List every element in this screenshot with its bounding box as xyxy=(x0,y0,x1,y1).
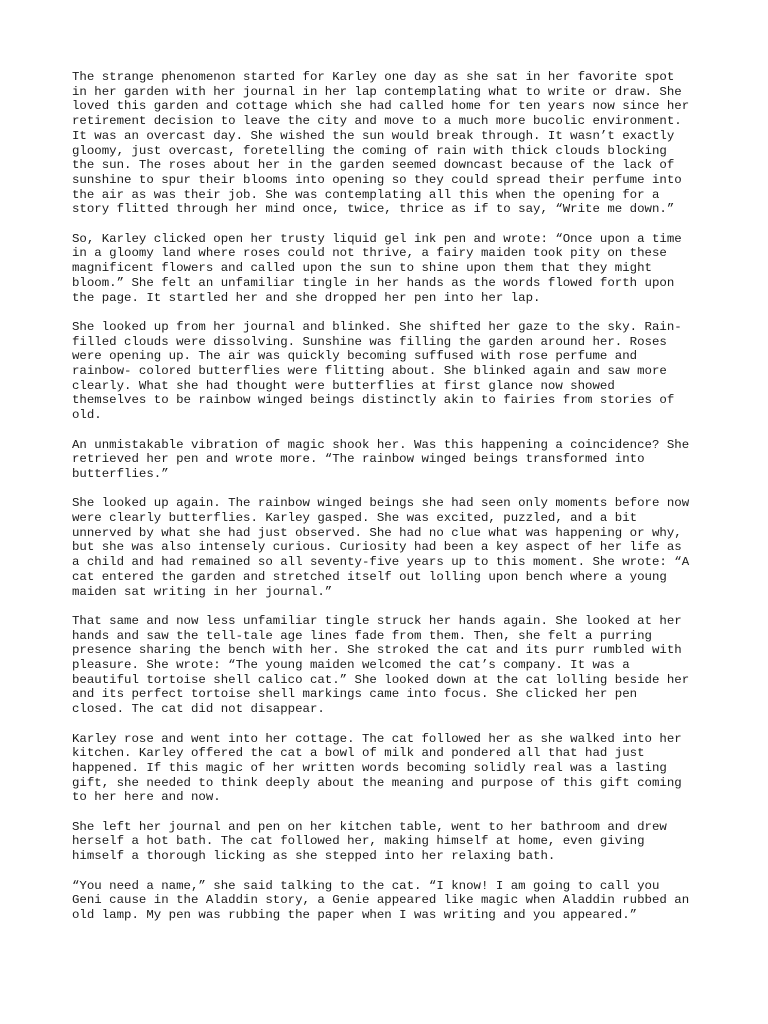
paragraph-8: She left her journal and pen on her kitchen table, went to her bathroom and drew herself a hot bath. The cat followed her, making himself at home, even giving himself a thorough licking as she stepped into her relaxing bath. xyxy=(72,819,667,864)
paragraph-5: She looked up again. The rainbow winged beings she had seen only moments before now were clearly butterflies. Karley gasped. She was excited, puzzled, and a bit unnerved by what she had just observed. She had no clue what was happening or why, but she was also intensely curious. Curiosity had been a key aspect of her life as a child and had remained so all seventy-five years up to this moment. She wrote: “A cat entered the garden and stretched itself out lolling upon bench where a young maiden sat writing in her journal.” xyxy=(72,496,690,599)
paragraph-6: That same and now less unfamiliar tingle struck her hands again. She looked at her hands and saw the tell-tale age lines fade from them. Then, she felt a purring presence sharing the bench with her. She stroked the cat and its purr rumbled with pleasure. She wrote: “The young maiden welcomed the cat’s company. It was a beautiful tortoise shell calico cat.” She looked down at the cat lolling beside her and its perfect tortoise shell markings came into focus. She clicked her pen closed. The cat did not disappear. xyxy=(72,613,690,717)
paragraph-9: “You need a name,” she said talking to the cat. “I know! I am going to call you Geni cause in the Aladdin story, a Genie appeared like magic when Aladdin rubbed an old lamp. My pen was rubbing the paper when I was writing and you appeared.” xyxy=(72,878,690,922)
paragraph-2: So, Karley clicked open her trusty liquid gel ink pen and wrote: “Once upon a time in a gloomy land where roses could not thrive, a fairy maiden took pity on these magnificent flowers and called upon the sun to shine upon them that they might bloom.” She felt an unfamiliar tingle in her hands as the words flowed forth upon the page. It startled her and she dropped her pen into her lap. xyxy=(72,231,682,305)
paragraph-4: An unmistakable vibration of magic shook her. Was this happening a coincidence? She retrieved her pen and wrote more. “The rainbow winged beings transformed into butterflies.” xyxy=(72,437,690,481)
paragraph-3: She looked up from her journal and blinked. She shifted her gaze to the sky. Rain- filled clouds were dissolving. Sunshine was filling the garden around her. Roses were opening up. The air was quickly becoming suffused with rose perfume and rainbow- colored butterflies were flitting about. She blinked again and saw more clearly. What she had thought were butterflies at first glance now showed themselves to be rainbow winged beings distinctly akin to fairies from stories of old. xyxy=(72,319,682,423)
paragraph-7: Karley rose and went into her cottage. The cat followed her as she walked into her kitchen. Karley offered the cat a bowl of milk and pondered all that had just happened. If this magic of her written words becoming solidly real was a lasting gift, she needed to think deeply about the meaning and purpose of this gift coming to her here and now. xyxy=(72,731,682,805)
document-page xyxy=(72,70,702,937)
paragraph-1: The strange phenomenon started for Karley one day as she sat in her favorite spot in her garden with her journal in her lap contemplating what to write or draw. She loved this garden and cottage which she had called home for ten years now since her retirement decision to leave the city and move to a much more bucolic environment. It was an overcast day. She wished the sun would break through. It wasn’t exactly gloomy, just overcast, foretelling the coming of rain with thick clouds blocking the sun. The roses about her in the garden seemed downcast because of the lack of sunshine to spur their blooms into opening so they could spread their perfume into the air as was their job. She was contemplating all this when the opening for a story flitted through her mind once, twice, thrice as if to say, “Write me down.” xyxy=(72,70,690,217)
